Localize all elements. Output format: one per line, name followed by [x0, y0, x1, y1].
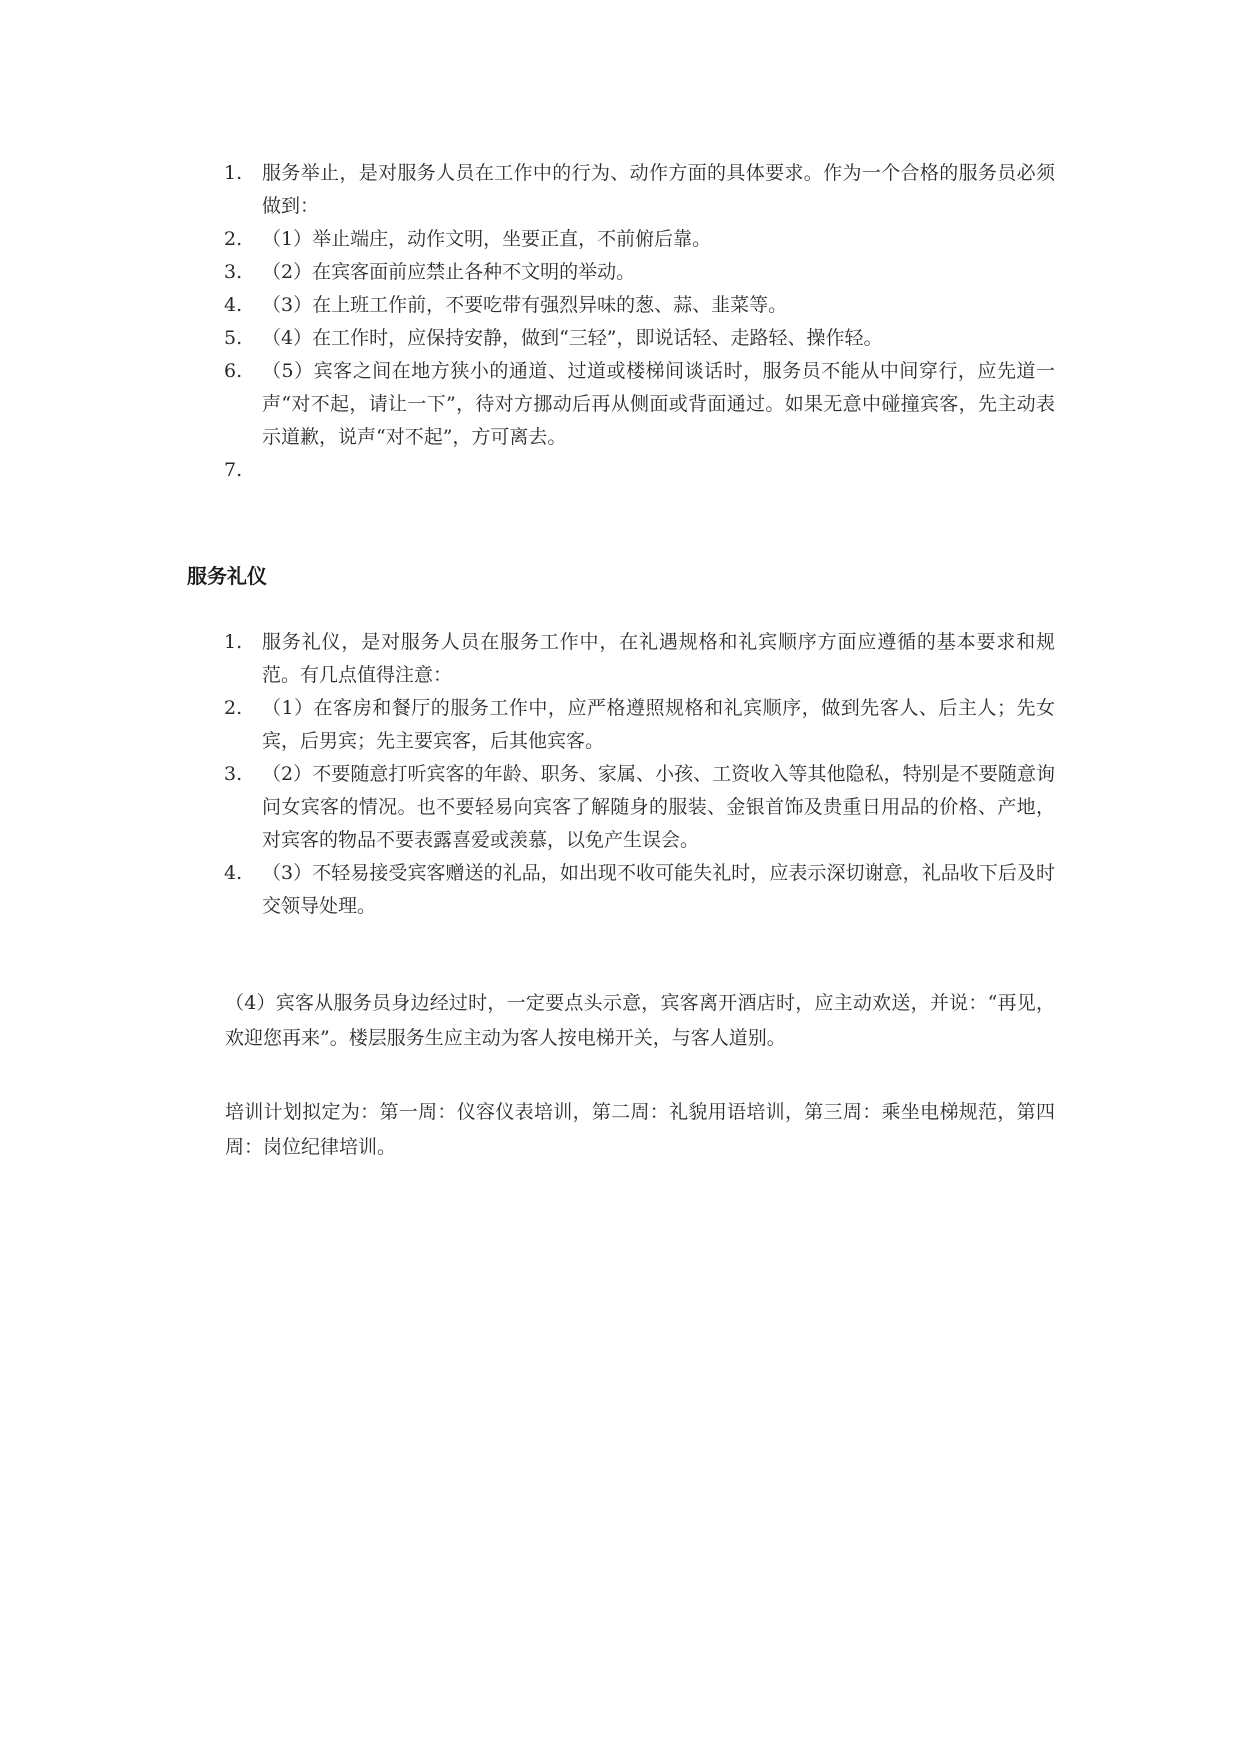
list-text: 服务举止，是对服务人员在工作中的行为、动作方面的具体要求。作为一个合格的服务员必须做到： — [262, 162, 1055, 217]
list-text: （1）在客房和餐厅的服务工作中，应严格遵照规格和礼宾顺序，做到先客人、后主人；先女宾，后男宾；先主要宾客，后其他宾客。 — [262, 697, 1055, 752]
list-text: （4）在工作时，应保持安静，做到“三轻”，即说话轻、走路轻、操作轻。 — [262, 327, 883, 349]
list-number: 1. — [224, 631, 243, 653]
list-number: 4. — [224, 294, 243, 316]
list-text: （3）在上班工作前，不要吃带有强烈异味的葱、蒜、韭菜等。 — [262, 294, 788, 316]
list-number: 3. — [224, 763, 243, 785]
list-item — [0, 322, 1241, 355]
list-number: 7. — [224, 459, 243, 481]
list-text: （1）举止端庄，动作文明，坐要正直，不前俯后靠。 — [262, 228, 712, 250]
list-text: （5）宾客之间在地方狭小的通道、过道或楼梯间谈话时，服务员不能从中间穿行，应先道一声“对不起，请让一下”，待对方挪动后再从侧面或背面通过。如果无意中碰撞宾客，先主动表示道歉，说声“对不起”，方可离去。 — [262, 360, 1055, 448]
list-number: 6. — [224, 360, 243, 382]
list-item — [0, 355, 1241, 454]
list-text: 服务礼仪，是对服务人员在服务工作中，在礼遇规格和礼宾顺序方面应遵循的基本要求和规范。有几点值得注意： — [262, 631, 1055, 686]
list-item — [0, 758, 1241, 857]
list-number: 5. — [224, 327, 243, 349]
list-text: （2）在宾客面前应禁止各种不文明的举动。 — [262, 261, 636, 283]
list-number: 1. — [224, 162, 243, 184]
list-number: 3. — [224, 261, 243, 283]
list-item — [0, 289, 1241, 322]
list-item — [0, 626, 1241, 692]
list-item — [0, 256, 1241, 289]
list-item — [0, 454, 1241, 487]
list-item — [0, 692, 1241, 758]
list-number: 4. — [224, 862, 243, 884]
paragraph-training-plan: 培训计划拟定为：第一周：仪容仪表培训，第二周：礼貌用语培训，第三周：乘坐电梯规范，第四周：岗位纪律培训。 — [225, 1101, 1055, 1158]
service-conduct-list — [0, 157, 1241, 487]
section-heading: 服务礼仪 — [187, 564, 267, 588]
service-etiquette-list — [0, 626, 1241, 923]
list-item — [0, 157, 1241, 223]
list-number: 2. — [224, 228, 243, 250]
list-item — [0, 223, 1241, 256]
list-text: （3）不轻易接受宾客赠送的礼品，如出现不收可能失礼时，应表示深切谢意，礼品收下后及时交领导处理。 — [262, 862, 1055, 917]
list-number: 2. — [224, 697, 243, 719]
list-text: （2）不要随意打听宾客的年龄、职务、家属、小孩、工资收入等其他隐私，特别是不要随意询问女宾客的情况。也不要轻易向宾客了解随身的服装、金银首饰及贵重日用品的价格、产地，对宾客的物品不要表露喜爱或羡慕，以免产生误会。 — [262, 763, 1055, 851]
list-item — [0, 857, 1241, 923]
paragraph-guest-greeting: （4）宾客从服务员身边经过时，一定要点头示意，宾客离开酒店时，应主动欢送，并说：“再见，欢迎您再来”。楼层服务生应主动为客人按电梯开关，与客人道别。 — [225, 992, 1055, 1049]
